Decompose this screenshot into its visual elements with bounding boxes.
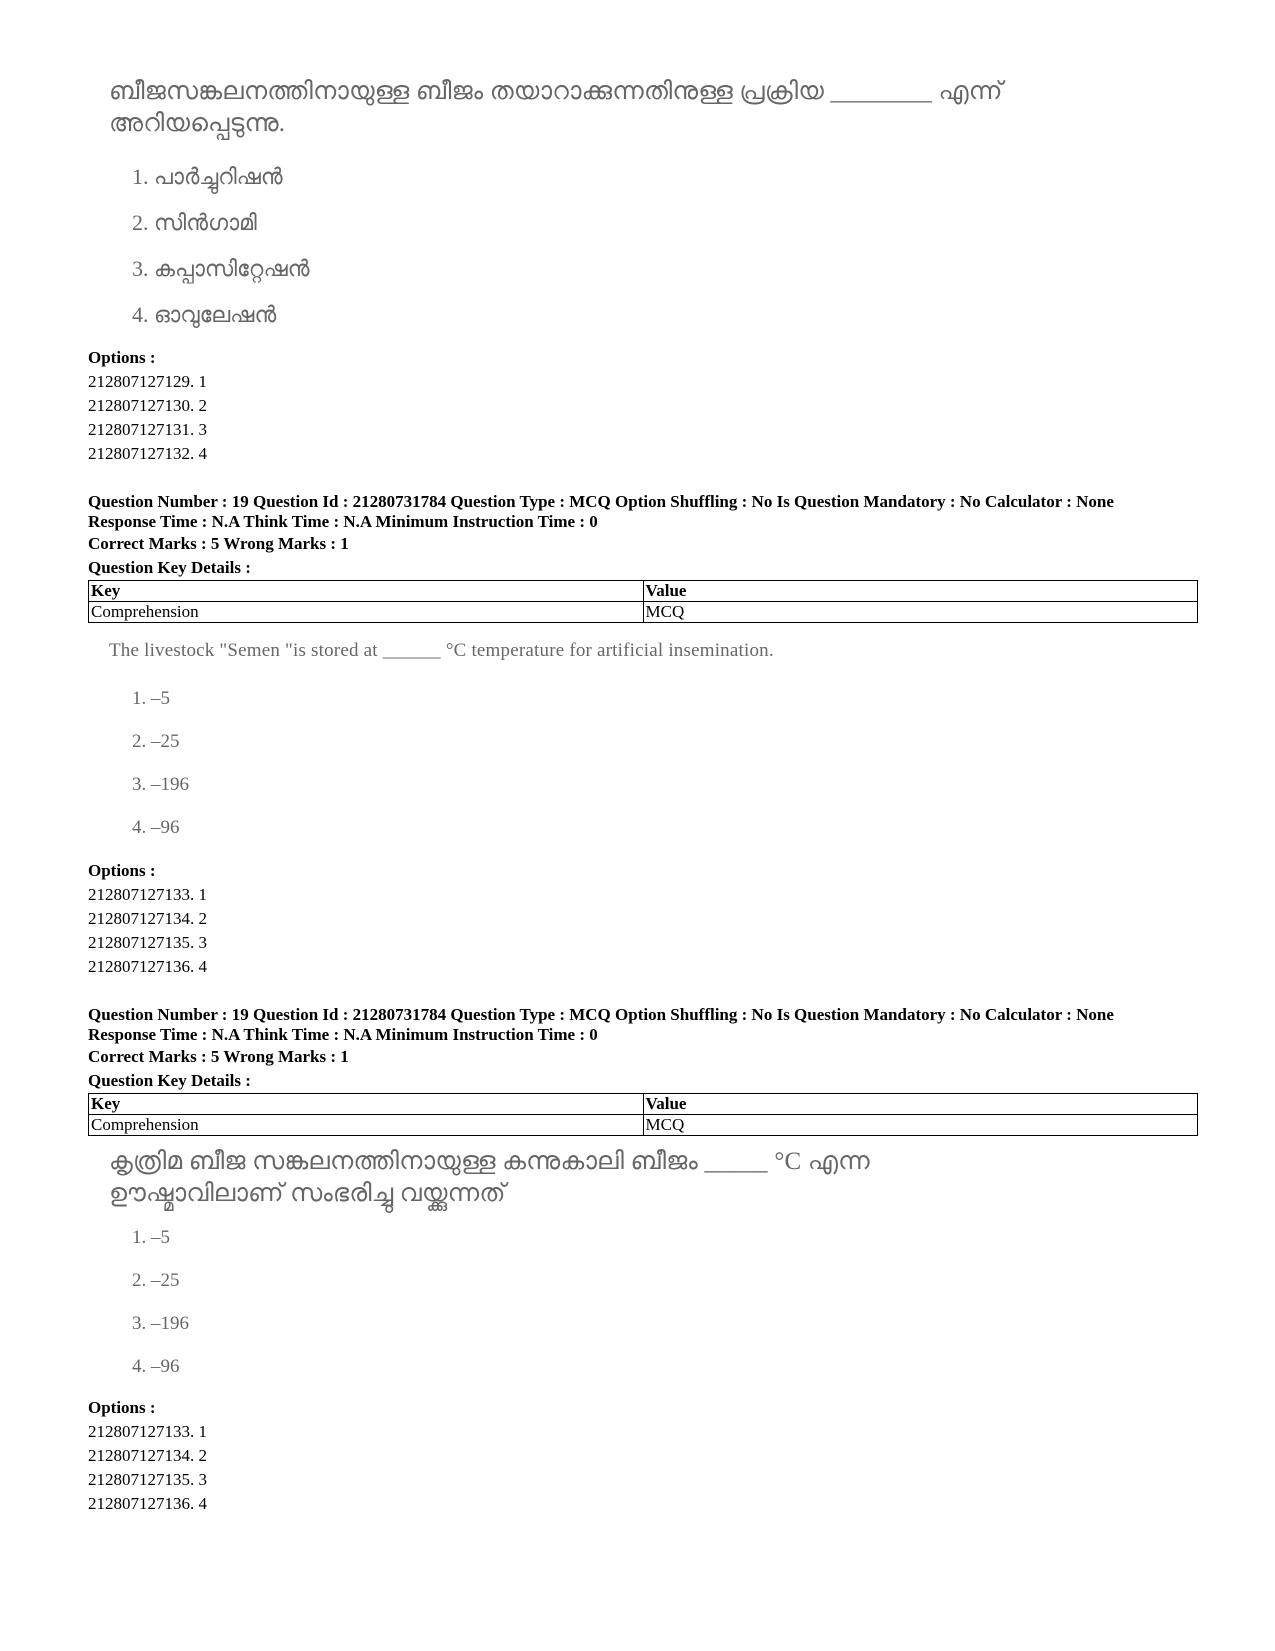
question-choice: 4. –96 [132,1356,180,1377]
table-row [89,1115,1198,1136]
table-cell: MCQ [643,602,1198,623]
option-row: 212807127131. 3 [88,420,207,439]
table-header-row [89,581,1198,602]
options-list [88,883,1198,979]
option-row: 212807127132. 4 [88,444,207,463]
option-row: 212807127133. 1 [88,885,207,904]
question-choice: 1. പാർച്ചുറിഷൻ [132,164,283,189]
table-header-cell: Value [643,1094,1198,1115]
question-meta [88,492,1198,532]
option-row: 212807127136. 4 [88,1494,207,1513]
question-choice: 3. കപ്പാസിറ്റേഷൻ [132,256,310,281]
question-stem-line-1: കൃത്രിമ ബീജ സങ്കലനത്തിനായുള്ള കന്നുകാലി ബീജം _____ °C എന്ന [109,1148,870,1175]
question-choice: 2. –25 [132,731,180,752]
option-row: 212807127135. 3 [88,1470,207,1489]
question-key-table [88,580,1198,623]
question-stem-line-1: ബീജസങ്കലനത്തിനായുള്ള ബീജം തയാറാക്കുന്നതിനുള്ള പ്രക്രിയ ________ എന്ന് [109,78,1003,105]
question-meta-line-2: Response Time : N.A Think Time : N.A Minimum Instruction Time : 0 [88,512,598,531]
option-row: 212807127135. 3 [88,933,207,952]
key-details-label: Question Key Details : [88,558,251,577]
question-choice: 3. –196 [132,1313,189,1334]
option-row: 212807127136. 4 [88,957,207,976]
options-label: Options : [88,348,156,367]
options-label: Options : [88,1398,156,1417]
question-image-malayalam-2 [88,1136,1198,1388]
option-row: 212807127134. 2 [88,1446,207,1465]
option-row: 212807127129. 1 [88,372,207,391]
question-stem: The livestock "Semen "is stored at ______ °C temperature for artificial insemination. [109,640,774,661]
table-header-cell: Value [643,581,1198,602]
table-header-cell: Key [89,581,644,602]
table-cell: MCQ [643,1115,1198,1136]
question-meta [88,1005,1198,1045]
table-header-cell: Key [89,1094,644,1115]
options-list [88,370,1198,466]
question-paper [88,76,1198,1516]
question-image-malayalam-1 [88,76,1198,338]
question-choice: 1. –5 [132,1227,170,1248]
table-row [89,602,1198,623]
option-row: 212807127130. 2 [88,396,207,415]
table-cell: Comprehension [89,602,644,623]
question-meta-line-1: Question Number : 19 Question Id : 21280731784 Question Type : MCQ Option Shuffling : No Is Question Mandatory : No Calculator : None [88,1005,1114,1024]
question-meta-line-1: Question Number : 19 Question Id : 21280731784 Question Type : MCQ Option Shuffling : No Is Question Mandatory : No Calculator : None [88,492,1114,511]
question-choice: 3. –196 [132,774,189,795]
option-row: 212807127134. 2 [88,909,207,928]
options-label: Options : [88,861,156,880]
table-header-row [89,1094,1198,1115]
options-list [88,1420,1198,1516]
question-choice: 2. സിൻഗാമി [132,210,257,235]
marks-line: Correct Marks : 5 Wrong Marks : 1 [88,534,349,553]
marks-line: Correct Marks : 5 Wrong Marks : 1 [88,1047,349,1066]
question-stem-line-2: ഊഷ്മാവിലാണ് സംഭരിച്ചു വയ്ക്കുന്നത് [109,1180,506,1207]
question-stem-line-2: അറിയപ്പെടുന്നു. [109,110,286,137]
question-choice: 4. ഓവുലേഷൻ [132,302,277,327]
key-details-label: Question Key Details : [88,1071,251,1090]
question-choice: 1. –5 [132,688,170,709]
table-cell: Comprehension [89,1115,644,1136]
option-row: 212807127133. 1 [88,1422,207,1441]
question-choice: 4. –96 [132,817,180,838]
question-meta-line-2: Response Time : N.A Think Time : N.A Minimum Instruction Time : 0 [88,1025,598,1044]
question-key-table [88,1093,1198,1136]
question-choice: 2. –25 [132,1270,180,1291]
question-image-english [88,623,1198,849]
